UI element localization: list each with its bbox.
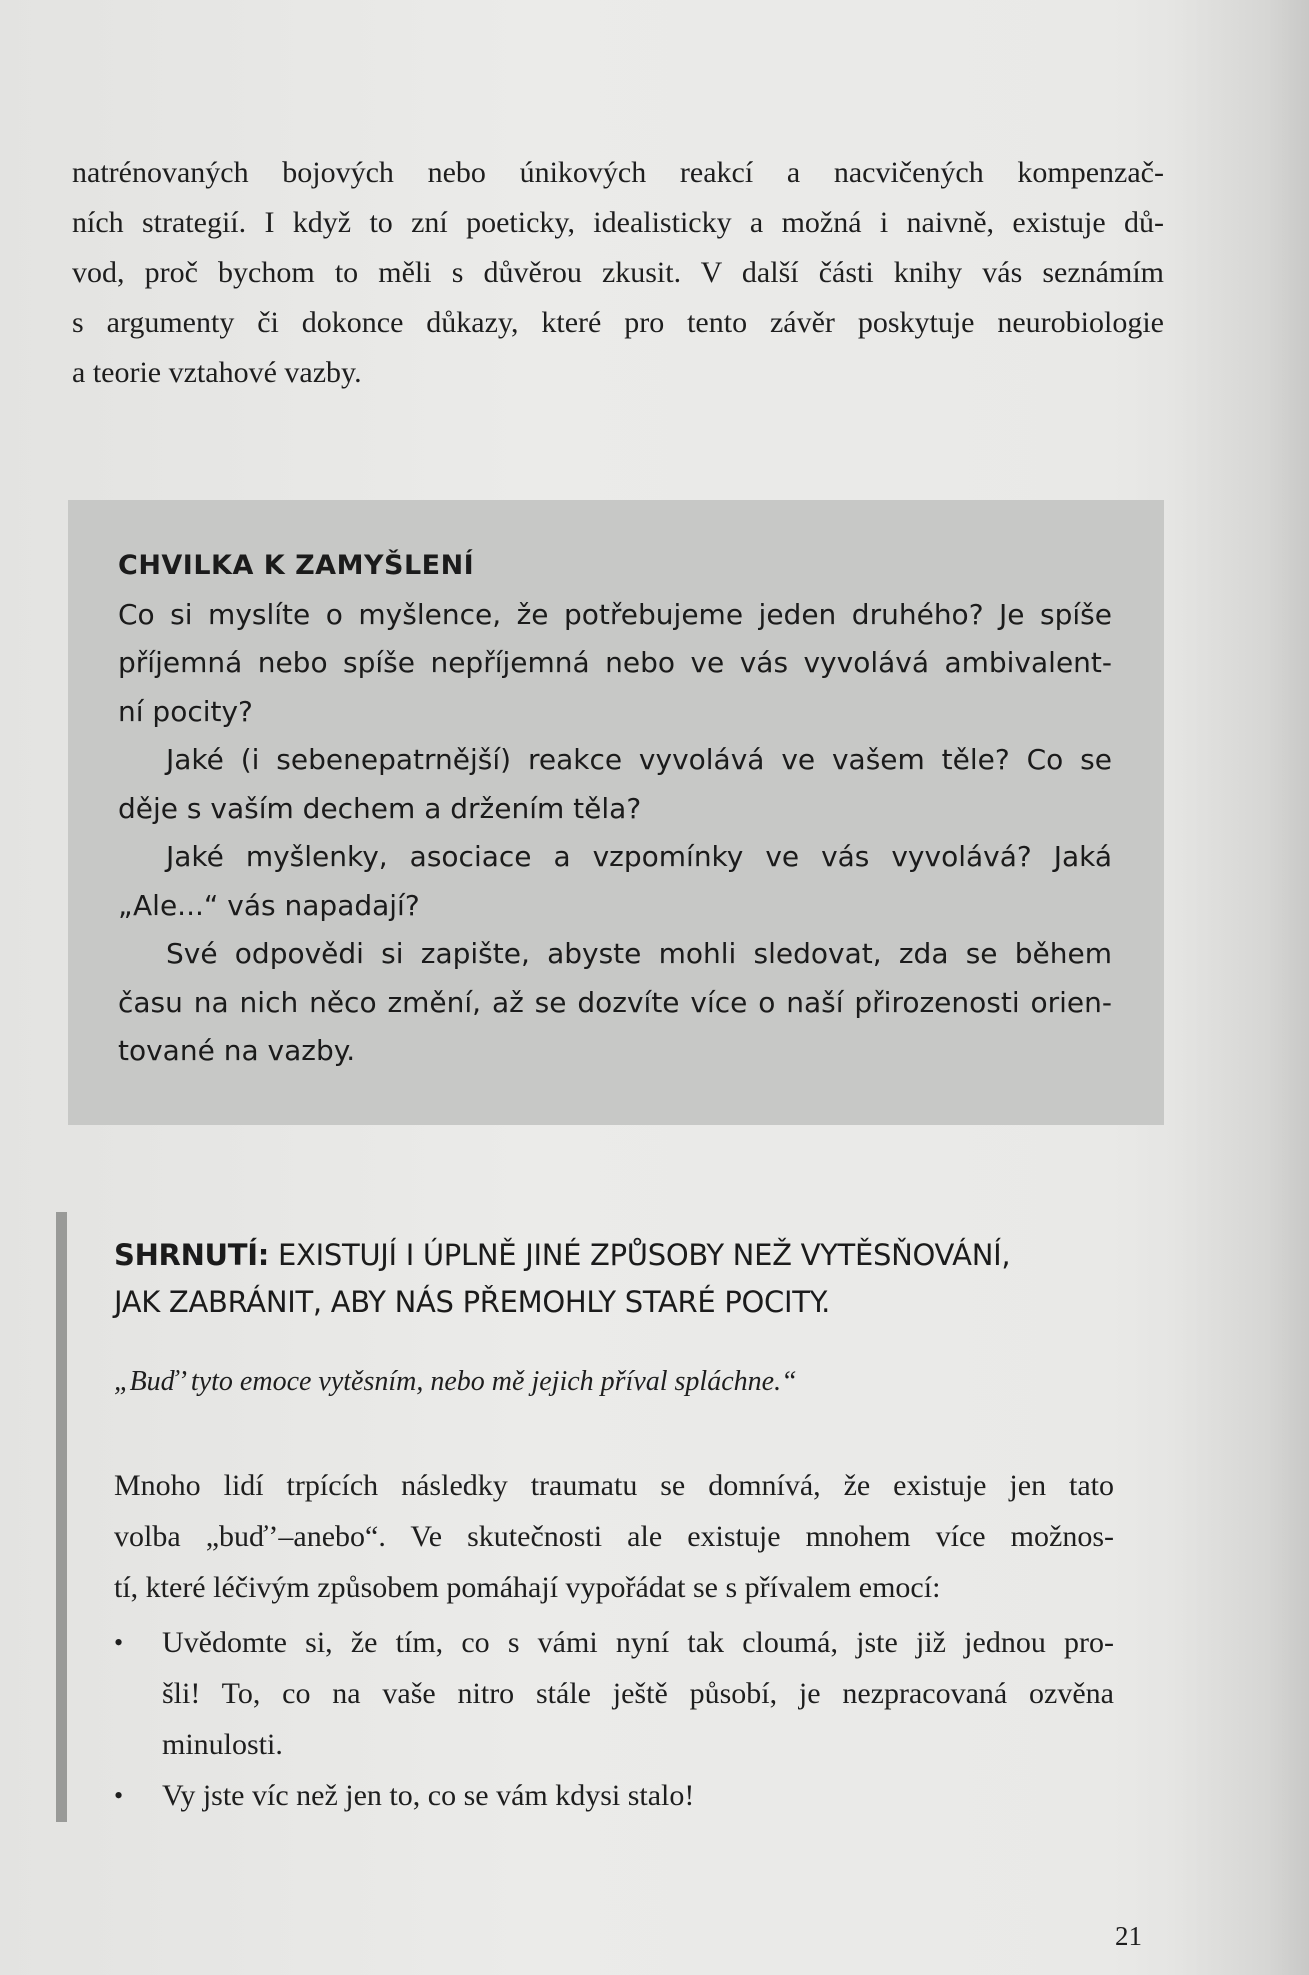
bullet-line: šli! To, co na vaše nitro stále ještě působí, je nezpracovaná ozvěna: [162, 1677, 1114, 1710]
summary-line: volba „buď’–anebo“. Ve skutečnosti ale existuje mnohem více možnos-: [114, 1520, 1114, 1553]
bullet-icon: •: [114, 1781, 124, 1810]
summary-bullet-list: [114, 1617, 1114, 1821]
reflection-line: Své odpovědi si zapište, abyste mohli sledovat, zda se během: [166, 937, 1112, 970]
summary-section: [114, 1232, 1114, 1821]
reflection-line: tované na vazby.: [118, 1034, 356, 1067]
summary-heading-line: JAK ZABRÁNIT, ABY NÁS PŘEMOHLY STARÉ POCITY.: [114, 1285, 831, 1319]
reflection-line: „Ale...“ vás napadají?: [118, 888, 420, 922]
reflection-line: příjemná nebo spíše nepříjemná nebo ve vás vyvolává ambivalent-: [118, 646, 1112, 679]
bullet-line: Uvědomte si, že tím, co s vámi nyní tak cloumá, jste již jednou pro-: [162, 1626, 1114, 1659]
summary-side-bar: [56, 1212, 67, 1822]
summary-line: tí, které léčivým způsobem pomáhají vypořádat se s přívalem emocí:: [114, 1571, 941, 1604]
reflection-box: [68, 500, 1164, 1125]
summary-paragraph: [114, 1460, 1114, 1613]
reflection-line: ní pocity?: [118, 694, 253, 728]
page-shadow: [1169, 0, 1309, 1975]
reflection-box-title: CHVILKA K ZAMYŠLENÍ: [118, 550, 475, 581]
summary-label: SHRNUTÍ:: [114, 1238, 270, 1272]
reflection-line: Jaké myšlenky, asociace a vzpomínky ve vás vyvolává? Jaká: [166, 840, 1112, 873]
list-item: [114, 1770, 1114, 1821]
intro-line: a teorie vztahové vazby.: [72, 356, 362, 389]
bullet-icon: •: [114, 1628, 124, 1657]
intro-paragraph: [72, 148, 1164, 398]
intro-line: natrénovaných bojových nebo únikových reakcí a nacvičených kompenzač-: [72, 156, 1164, 189]
reflection-line: Jaké (i sebenepatrnější) reakce vyvolává ve vašem těle? Co se: [166, 743, 1112, 776]
summary-quote: „Buď’ tyto emoce vytěsním, nebo mě jejich příval spláchne.“: [114, 1366, 797, 1397]
summary-heading: [114, 1232, 1114, 1326]
intro-line: ních strategií. I když to zní poeticky, idealisticky a možná i naivně, existuje dů-: [72, 206, 1164, 239]
page-number: 21: [1115, 1921, 1142, 1951]
intro-line: s argumenty či dokonce důkazy, které pro tento závěr poskytuje neurobiologie: [72, 306, 1164, 339]
intro-line: vod, proč bychom to měli s důvěrou zkusit. V další části knihy vás seznámím: [72, 256, 1164, 289]
summary-line: Mnoho lidí trpících následky traumatu se domnívá, že existuje jen tato: [114, 1469, 1114, 1502]
summary-heading-line: EXISTUJÍ I ÚPLNĚ JINÉ ZPŮSOBY NEŽ VYTĚSŇOVÁNÍ,: [269, 1238, 1011, 1272]
reflection-line: času na nich něco změní, až se dozvíte více o naší přirozenosti orien-: [118, 985, 1112, 1019]
reflection-line: Co si myslíte o myšlence, že potřebujeme jeden druhého? Je spíše: [118, 597, 1112, 631]
list-item: [114, 1617, 1114, 1770]
bullet-line: minulosti.: [162, 1728, 283, 1761]
bullet-line: Vy jste víc než jen to, co se vám kdysi stalo!: [162, 1779, 695, 1812]
reflection-line: děje s vaším dechem a držením těla?: [118, 791, 642, 825]
